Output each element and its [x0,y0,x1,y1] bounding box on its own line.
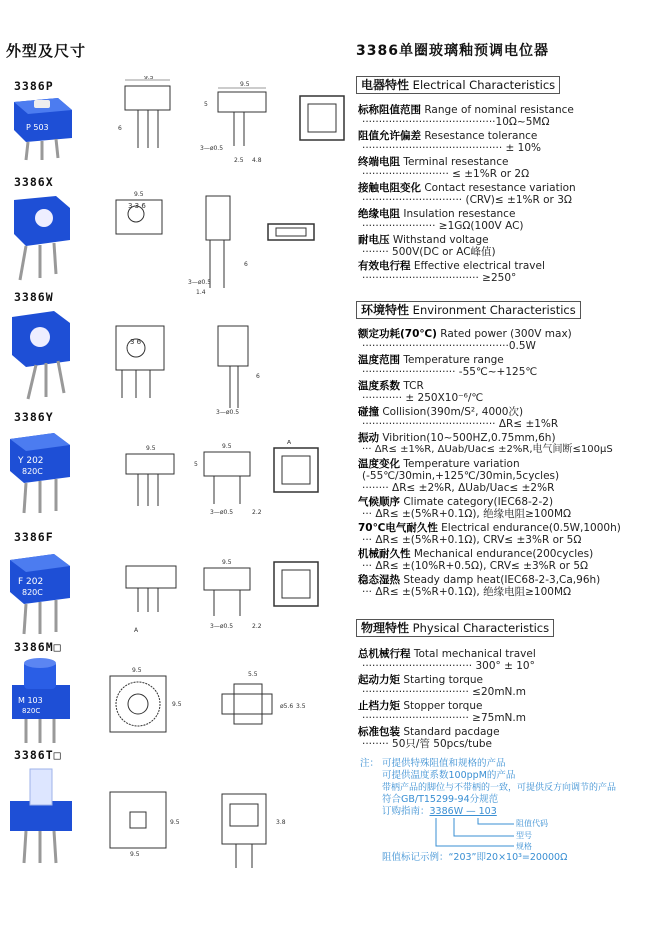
drawing-3386w [100,318,350,418]
marking-3386y-line1: Y 202 [18,456,44,466]
elec-val-2: ·········································· ± 10% [362,142,542,154]
svg-text:2.2: 2.2 [252,509,262,516]
elec-item-1: 标称阻值范围 Range of nominal resistance [358,104,574,116]
resistance-example: 阻值标记示例：“203”即20×10³=20000Ω [382,852,568,863]
svg-text:3.8: 3.8 [276,819,286,826]
svg-text:6: 6 [244,261,248,268]
env-val-6: ········ ΔR≤ ±2%R, ΔUab/Uac≤ ±2%R [362,482,555,494]
electrical-section-title: 电器特性 Electrical Characteristics [356,76,560,94]
env-val-4: ········································ ΔR≤ ±1%R [362,418,559,430]
env-val-3: ············ ± 250X10⁻⁶/℃ [362,392,484,404]
svg-text:3—ø0.5: 3—ø0.5 [200,145,224,152]
drawing-3386p [100,76,350,172]
elec-val-4: ······························ (CRV)≤ ±1%R or 3Ω [362,194,572,206]
elec-item-3: 终端电阻 Terminal resestance [358,156,509,168]
env-item-1: 额定功耗(70℃) Rated power (300V max) [358,328,572,340]
legend-model: 型号 [516,831,532,840]
svg-text:3—ø0.5: 3—ø0.5 [188,279,212,286]
svg-text:3—ø0.5: 3—ø0.5 [210,623,234,630]
order-guide: 订购指南：3386W — 103 [382,806,497,817]
note-line-3: 带柄产品的脚位与不带柄的一致，可提供反方向调节的产品 [382,783,617,793]
svg-text:4.8: 4.8 [252,157,262,164]
env-val-9: ··· ΔR≤ ±(10%R+0.5Ω), CRV≤ ±3%R or 5Ω [362,560,589,572]
env-val-5: ··· ΔR≤ ±1%R, ΔUab/Uac≤ ±2%R,电气间断≤100μS [362,444,613,455]
svg-text:6: 6 [256,373,260,380]
env-val-7: ··· ΔR≤ ±(5%R+0.1Ω), 绝缘电阻≥100MΩ [362,508,572,520]
svg-text:5: 5 [194,461,198,468]
drawing-3386y [100,440,350,520]
phys-val-4: ········ 50只/管 50pcs/tube [362,738,492,750]
elec-item-4: 接触电阻变化 Contact resestance variation [358,182,576,194]
env-item-4: 碰撞 Collision(390m/S², 4000次) [358,406,524,418]
product-photo-3386w [6,305,76,400]
svg-text:9.5: 9.5 [146,445,156,452]
svg-text:9.5: 9.5 [144,76,154,81]
elec-val-5: ······················ ≥1GΩ(100V AC) [362,220,524,232]
environment-section-title: 环境特性 Environment Characteristics [356,301,581,319]
drawing-3386m [100,664,350,760]
left-title: 外型及尺寸 [6,42,87,60]
svg-text:9.5: 9.5 [130,851,140,858]
env-item-6-sub: (-55℃/30min,+125℃/30min,5cycles) [362,470,560,482]
svg-text:6: 6 [118,125,122,132]
env-item-9: 机械耐久性 Mechanical endurance(200cycles) [358,548,594,560]
elec-item-5: 绝缘电阻 Insulation resestance [358,208,516,220]
phys-val-3: ································ ≥75mN.m [362,712,526,724]
marking-3386p: P 503 [26,123,49,132]
phys-item-4: 标准包装 Standard pacdage [358,726,500,738]
env-item-7: 气候顺序 Climate category(IEC68-2-2) [358,496,554,508]
drawing-3386f [100,556,350,636]
svg-text:3.5: 3.5 [296,703,306,710]
model-label-3386y: 3386Y [14,410,54,424]
marking-3386y-line2: 820C [22,467,43,476]
svg-text:2.5: 2.5 [234,157,244,164]
elec-item-6: 耐电压 Withstand voltage [358,234,489,246]
marking-3386m-line1: M 103 [18,696,43,705]
elec-item-7: 有效电行程 Effective electrical travel [358,260,545,272]
svg-text:ø5.6: ø5.6 [280,703,294,710]
physical-section-title: 物理特性 Physical Characteristics [356,619,554,637]
env-item-10: 稳态湿热 Steady damp heat(IEC68-2-3,Ca,96h) [358,574,601,586]
svg-text:9.5: 9.5 [132,667,142,674]
right-title: 3386单圈玻璃釉预调电位器 [356,43,549,59]
elec-item-2: 阻值允许偏差 Resestance tolerance [358,130,538,142]
svg-text:9.5: 9.5 [172,701,182,708]
env-item-6: 温度变化 Temperature variation [358,458,520,470]
product-photo-3386t [4,765,76,865]
svg-text:9.5: 9.5 [222,559,232,566]
svg-text:1.4: 1.4 [196,289,206,296]
model-label-3386t: 3386T□ [14,748,62,762]
env-item-2: 温度范围 Temperature range [358,354,504,366]
svg-text:9.5: 9.5 [222,443,232,450]
phys-val-1: ································· 300° ± 10° [362,660,535,672]
drawing-3386x [100,190,350,300]
phys-item-3: 止档力矩 Stopper torque [358,700,483,712]
env-val-2: ···························· -55℃~+125℃ [362,366,538,378]
svg-text:3—ø0.5: 3—ø0.5 [210,509,234,516]
note-line-4: 符合GB/T15299-94分规范 [382,794,499,805]
env-item-3: 温度系数 TCR [358,380,424,392]
env-val-8: ··· ΔR≤ ±(5%R+0.1Ω), CRV≤ ±3%R or 5Ω [362,534,582,546]
drawing-3386t [100,784,350,880]
model-label-3386m: 3386M□ [14,640,62,654]
svg-text:A: A [287,440,292,446]
product-photo-3386f [4,546,74,636]
phys-val-2: ································ ≤20mN.m [362,686,526,698]
svg-text:5.5: 5.5 [248,671,258,678]
product-photo-3386m [4,655,74,745]
model-label-3386x: 3386X [14,175,54,189]
elec-val-6: ········ 500V(DC or AC峰值) [362,246,496,258]
legend-resistance-code: 阻值代码 [516,819,548,828]
svg-text:3 6: 3 6 [130,338,142,346]
svg-text:A: A [134,627,139,634]
marking-3386f-line1: F 202 [18,577,44,587]
svg-text:9.5: 9.5 [134,191,144,198]
model-label-3386p: 3386P [14,79,54,93]
elec-val-3: ·························· ≤ ±1%R or 2Ω [362,168,530,180]
product-photo-3386p [6,94,76,162]
elec-val-1: ········································10Ω~5MΩ [362,116,550,128]
note-line-1: 可提供特殊阻值和规格的产品 [382,758,506,769]
svg-text:3 3 6: 3 3 6 [128,202,146,210]
model-label-3386f: 3386F [14,530,54,544]
svg-text:3—ø0.5: 3—ø0.5 [216,409,240,416]
product-photo-3386y [4,425,74,515]
model-label-3386w: 3386W [14,290,54,304]
svg-text:9.5: 9.5 [170,819,180,826]
env-item-8: 70℃电气耐久性 Electrical endurance(0.5W,1000h) [358,522,621,534]
phys-item-2: 起动力矩 Starting torque [358,674,484,686]
env-val-1: ············································0.5W [362,340,536,352]
product-photo-3386x [6,190,76,282]
marking-3386f-line2: 820C [22,588,43,597]
svg-text:2.2: 2.2 [252,623,262,630]
elec-val-7: ··································· ≥250° [362,272,517,284]
env-val-10: ··· ΔR≤ ±(5%R+0.1Ω), 绝缘电阻≥100MΩ [362,586,572,598]
svg-text:5: 5 [204,101,208,108]
note-line-2: 可提供温度系数100ppM的产品 [382,770,516,781]
legend-spec: 规格 [516,842,532,851]
notes-label: 注： [360,758,380,769]
env-item-5: 振动 Vibrition(10~500HZ,0.75mm,6h) [358,432,556,444]
phys-item-1: 总机械行程 Total mechanical travel [358,648,536,660]
marking-3386m-line2: 820C [22,707,41,715]
svg-text:9.5: 9.5 [240,81,250,88]
